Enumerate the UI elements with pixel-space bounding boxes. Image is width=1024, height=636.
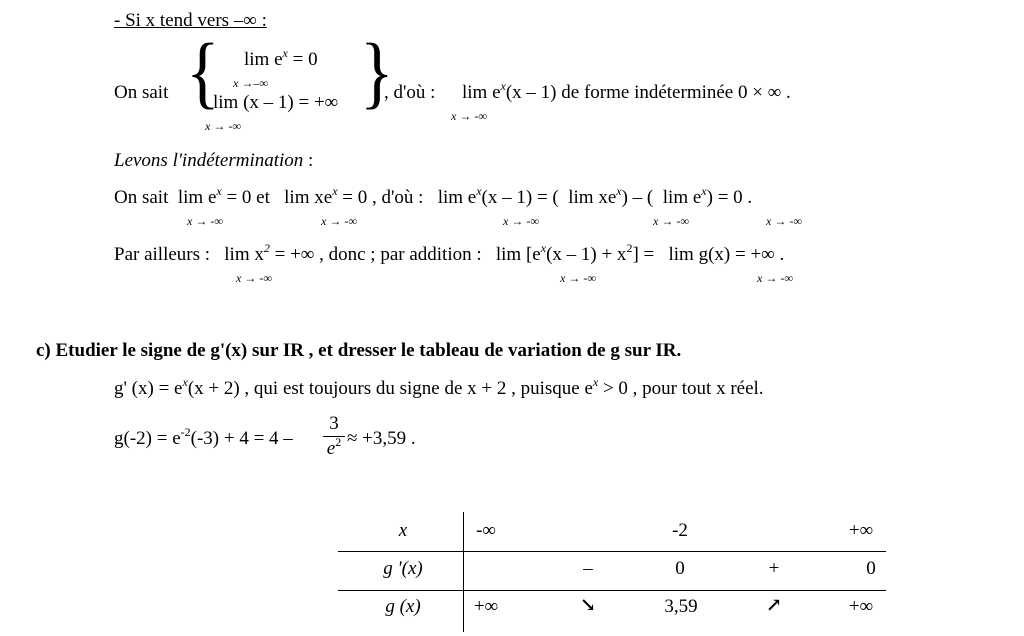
part2-line: On sait $\lim e^x = 0$ et $\lim xe^x = 0$ , d'où : $\lim e^x(x - 1)$ = ( $\lim xe^x$) – ( $\lim e^x) = 0$ .: [114, 184, 753, 208]
gvalue-line-c: ≈ +3,59 .: [347, 428, 416, 449]
x-plus-inf: +∞: [848, 520, 874, 541]
part1-lim1: $\lim e^x = 0$: [244, 46, 318, 70]
g-plus-inf: +∞: [848, 596, 874, 617]
gvalue-fraction: [323, 413, 345, 460]
table-vline: [463, 512, 464, 632]
gvalue-line-a: $g(-2) = e^{-2}(-3) + 4 = 4$ –: [114, 425, 293, 449]
part3-sub-a: x → -∞: [236, 271, 272, 285]
part1-intro: On sait: [114, 82, 169, 103]
part2-sub-d: x → -∞: [653, 214, 689, 228]
gprime-limit: 0: [866, 558, 876, 579]
gprime-positive: +: [768, 558, 780, 579]
decreasing-arrow-icon: ↘: [580, 595, 596, 616]
right-brace: }: [360, 28, 394, 117]
part2-sub-c: x → -∞: [503, 214, 539, 228]
part1-lim2-sub: x → -∞: [205, 119, 241, 133]
part2-sub-b: x → -∞: [321, 214, 357, 228]
part2-sub-a: x → -∞: [187, 214, 223, 228]
x-minus-inf: -∞: [476, 520, 496, 541]
part3-line: Par ailleurs : $\lim x^2$ = +∞ , donc ; par addition : $\lim [e^x(x - 1) + x^2]$ = lim g(x) = +∞ .: [114, 241, 785, 265]
part1-lim1-sub: x →–∞: [233, 76, 268, 90]
part1-lim3: $\lim e^x(x - 1)$ de forme indéterminée 0 × ∞ .: [462, 79, 791, 103]
derivative-line: g' $(x) = e^x(x + 2)$ , qui est toujours du signe de x + 2 , puisque $e^x > 0$ , pour tout x réel.: [114, 375, 764, 399]
increasing-arrow-icon: ↗: [766, 595, 782, 616]
part1-lim2: lim (x – 1) = +∞: [213, 92, 339, 113]
part3-sub-c: x → -∞: [757, 271, 793, 285]
section-heading: - Si x tend vers –∞ :: [114, 10, 267, 31]
part1-conclusion: , d'où :: [384, 82, 436, 103]
g-minus-inf: +∞: [473, 596, 499, 617]
levons-line: Levons l'indétermination :: [114, 150, 314, 171]
gprime-negative: –: [583, 558, 593, 579]
left-brace: {: [186, 28, 220, 117]
row-label-g: g (x): [385, 596, 421, 617]
table-hline-1: [338, 551, 886, 552]
gprime-zero: 0: [675, 558, 685, 579]
fraction-denominator: $e^2$: [326, 435, 342, 459]
part3-sub-b: x → -∞: [560, 271, 596, 285]
row-label-gprime: g '(x): [383, 558, 423, 579]
variation-table: [338, 512, 886, 632]
fraction-bar: [323, 436, 345, 437]
part2-sub-e: x → -∞: [766, 214, 802, 228]
fraction-numerator: 3: [329, 413, 339, 434]
part1-lim3-sub: x → -∞: [451, 109, 487, 123]
question-c: c) Etudier le signe de g'(x) sur IR , et dresser le tableau de variation de g sur IR.: [36, 340, 682, 361]
table-hline-2: [338, 590, 886, 591]
x-minus-two: -2: [672, 520, 688, 541]
row-label-x: x: [398, 520, 408, 541]
g-minimum: 3,59: [664, 596, 698, 617]
